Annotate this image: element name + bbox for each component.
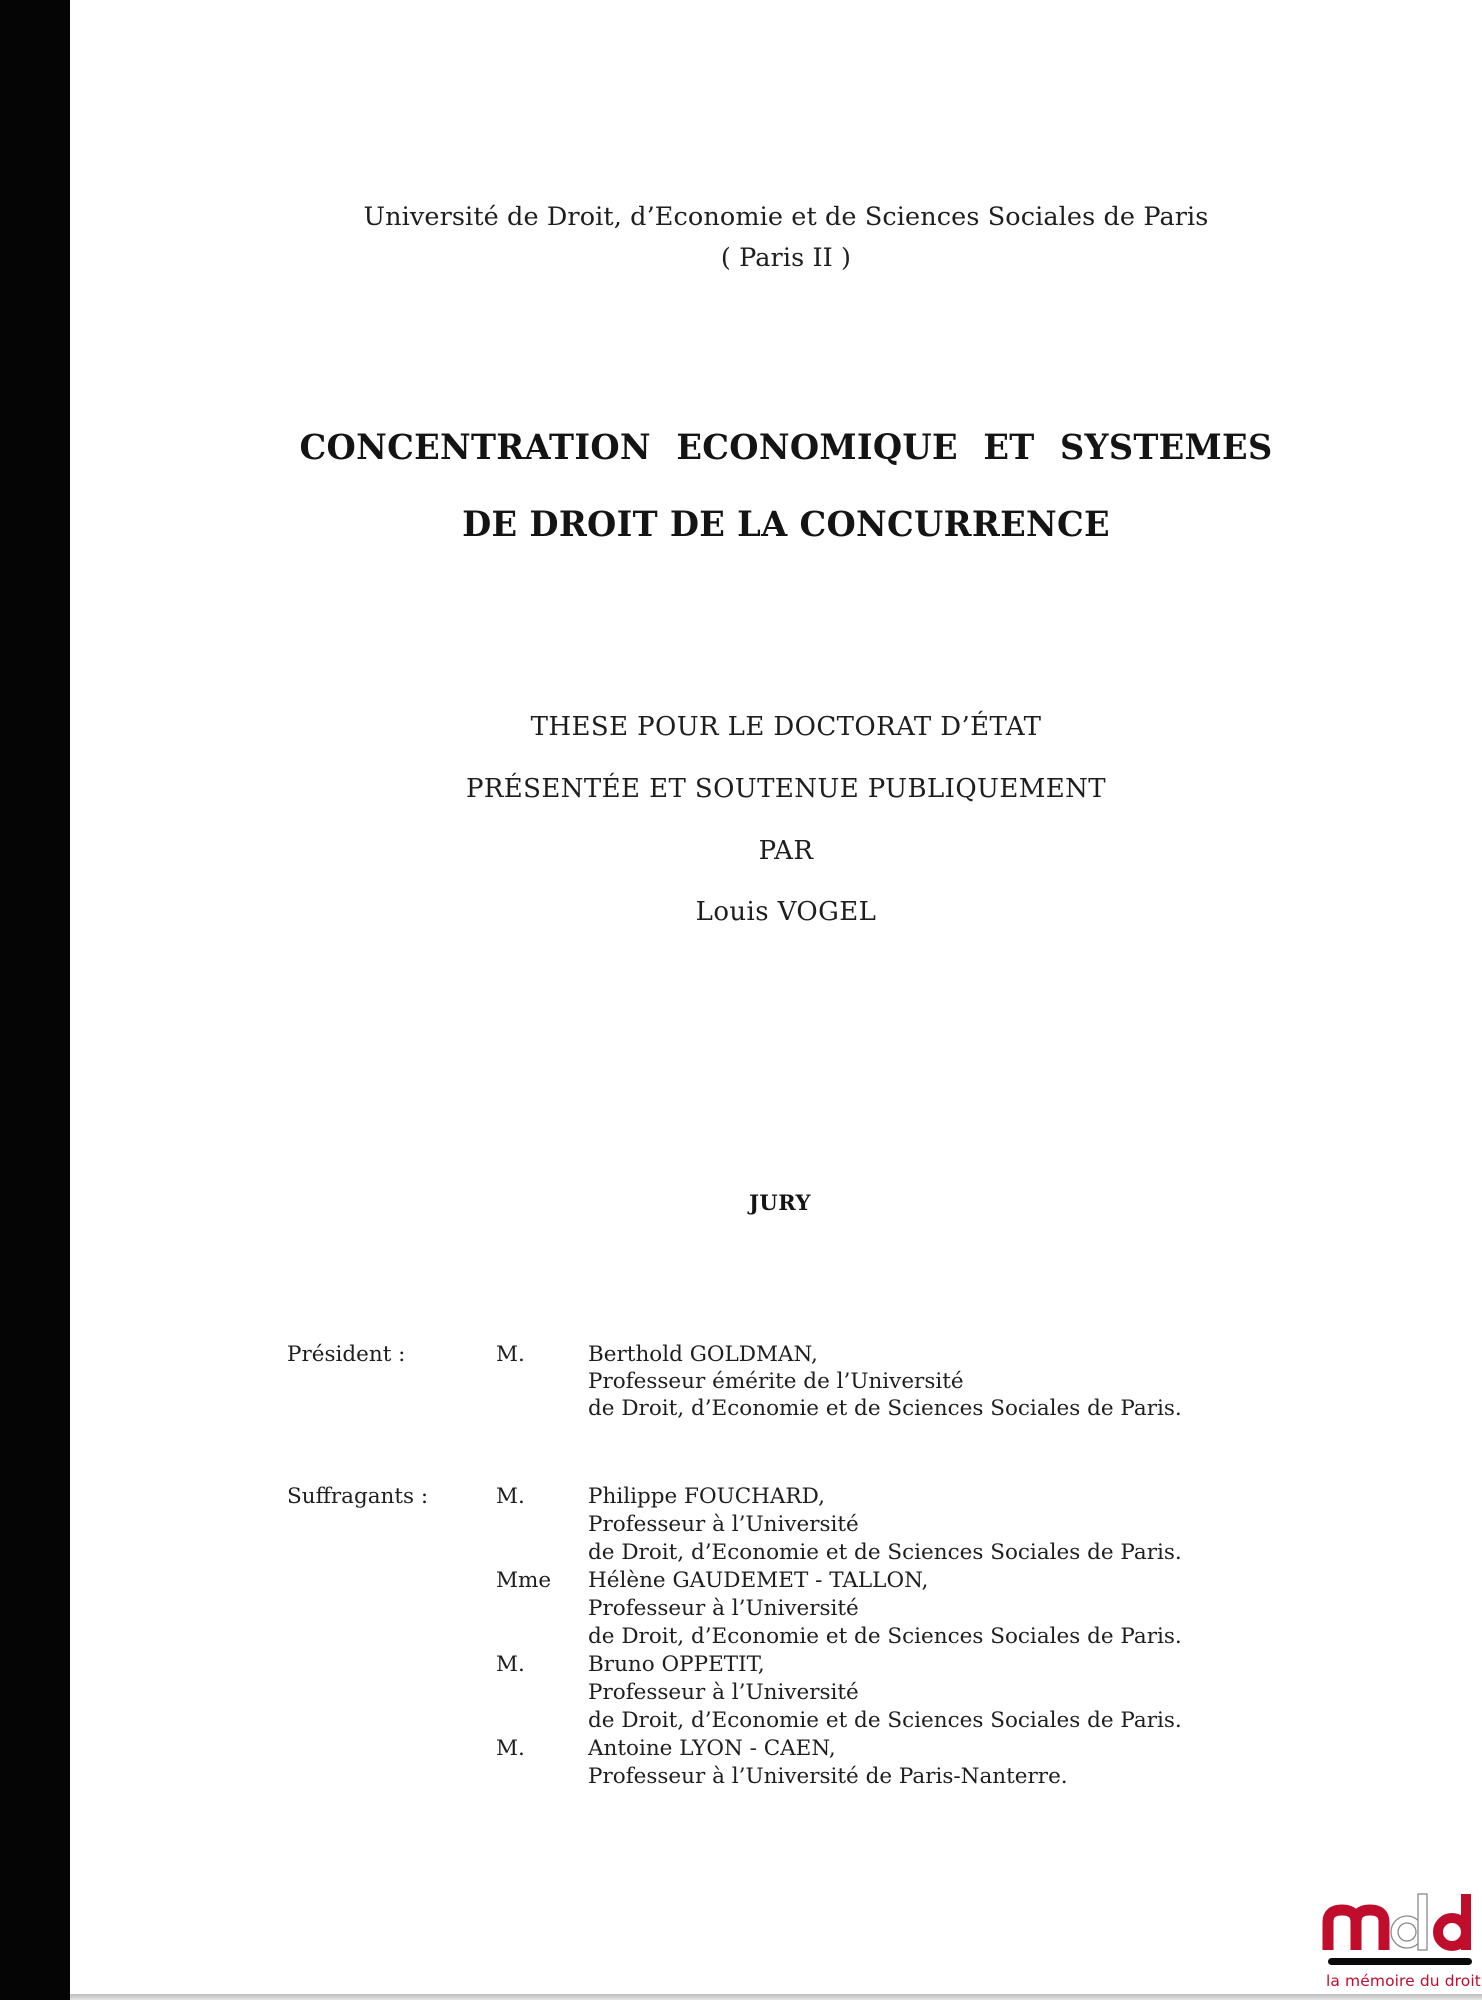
title-word: SYSTEMES xyxy=(1059,427,1273,468)
logo-tagline: la mémoire du droit xyxy=(1326,1972,1481,1990)
jury-member-institution: de Droit, d’Economie et de Sciences Sociales de Paris. xyxy=(588,1396,1182,1421)
thesis-title-line-2: DE DROIT DE LA CONCURRENCE xyxy=(462,504,1110,545)
jury-role-suffragants: Suffragants : xyxy=(287,1484,429,1509)
logo-divider xyxy=(1328,1958,1472,1965)
binding-edge xyxy=(0,0,70,2000)
jury-member-title: Professeur à l’Université xyxy=(588,1680,859,1705)
jury-civility: M. xyxy=(496,1342,525,1367)
jury-member-name: Antoine LYON - CAEN, xyxy=(588,1736,836,1761)
page-bottom-edge xyxy=(70,1994,1482,2000)
jury-role-president: Président : xyxy=(287,1342,406,1367)
university-short-name: ( Paris II ) xyxy=(720,243,852,273)
jury-civility: M. xyxy=(496,1484,525,1509)
thesis-author: Louis VOGEL xyxy=(695,897,877,927)
jury-civility: M. xyxy=(496,1652,525,1677)
title-word: ECONOMIQUE xyxy=(676,427,958,468)
jury-member-name: Philippe FOUCHARD, xyxy=(588,1484,825,1509)
thesis-by: PAR xyxy=(758,836,814,866)
title-word: CONCENTRATION xyxy=(299,427,651,468)
jury-member-title: Professeur à l’Université xyxy=(588,1596,859,1621)
jury-member-name: Hélène GAUDEMET - TALLON, xyxy=(588,1568,929,1593)
thesis-title-line-1 xyxy=(291,427,1282,468)
jury-member-title: Professeur à l’Université xyxy=(588,1512,859,1537)
jury-member-name: Bruno OPPETIT, xyxy=(588,1652,765,1677)
jury-member-title: Professeur à l’Université de Paris-Nanterre. xyxy=(588,1764,1068,1789)
jury-civility: M. xyxy=(496,1736,525,1761)
thesis-type: THESE POUR LE DOCTORAT D’ÉTAT xyxy=(530,712,1042,742)
mdd-logo xyxy=(1322,1888,1482,1996)
jury-member-title: Professeur émérite de l’Université xyxy=(588,1369,964,1394)
jury-member-institution: de Droit, d’Economie et de Sciences Sociales de Paris. xyxy=(588,1624,1182,1649)
thesis-presentation: PRÉSENTÉE ET SOUTENUE PUBLIQUEMENT xyxy=(465,774,1107,804)
jury-civility: Mme xyxy=(496,1568,552,1593)
jury-member-institution: de Droit, d’Economie et de Sciences Sociales de Paris. xyxy=(588,1540,1182,1565)
mdd-logo-mark-icon xyxy=(1322,1888,1482,1958)
title-word: ET xyxy=(983,427,1035,468)
jury-member-institution: de Droit, d’Economie et de Sciences Sociales de Paris. xyxy=(588,1708,1182,1733)
university-name: Université de Droit, d’Economie et de Sciences Sociales de Paris xyxy=(363,202,1209,232)
jury-heading: JURY xyxy=(748,1190,812,1215)
jury-member-name: Berthold GOLDMAN, xyxy=(588,1342,818,1367)
